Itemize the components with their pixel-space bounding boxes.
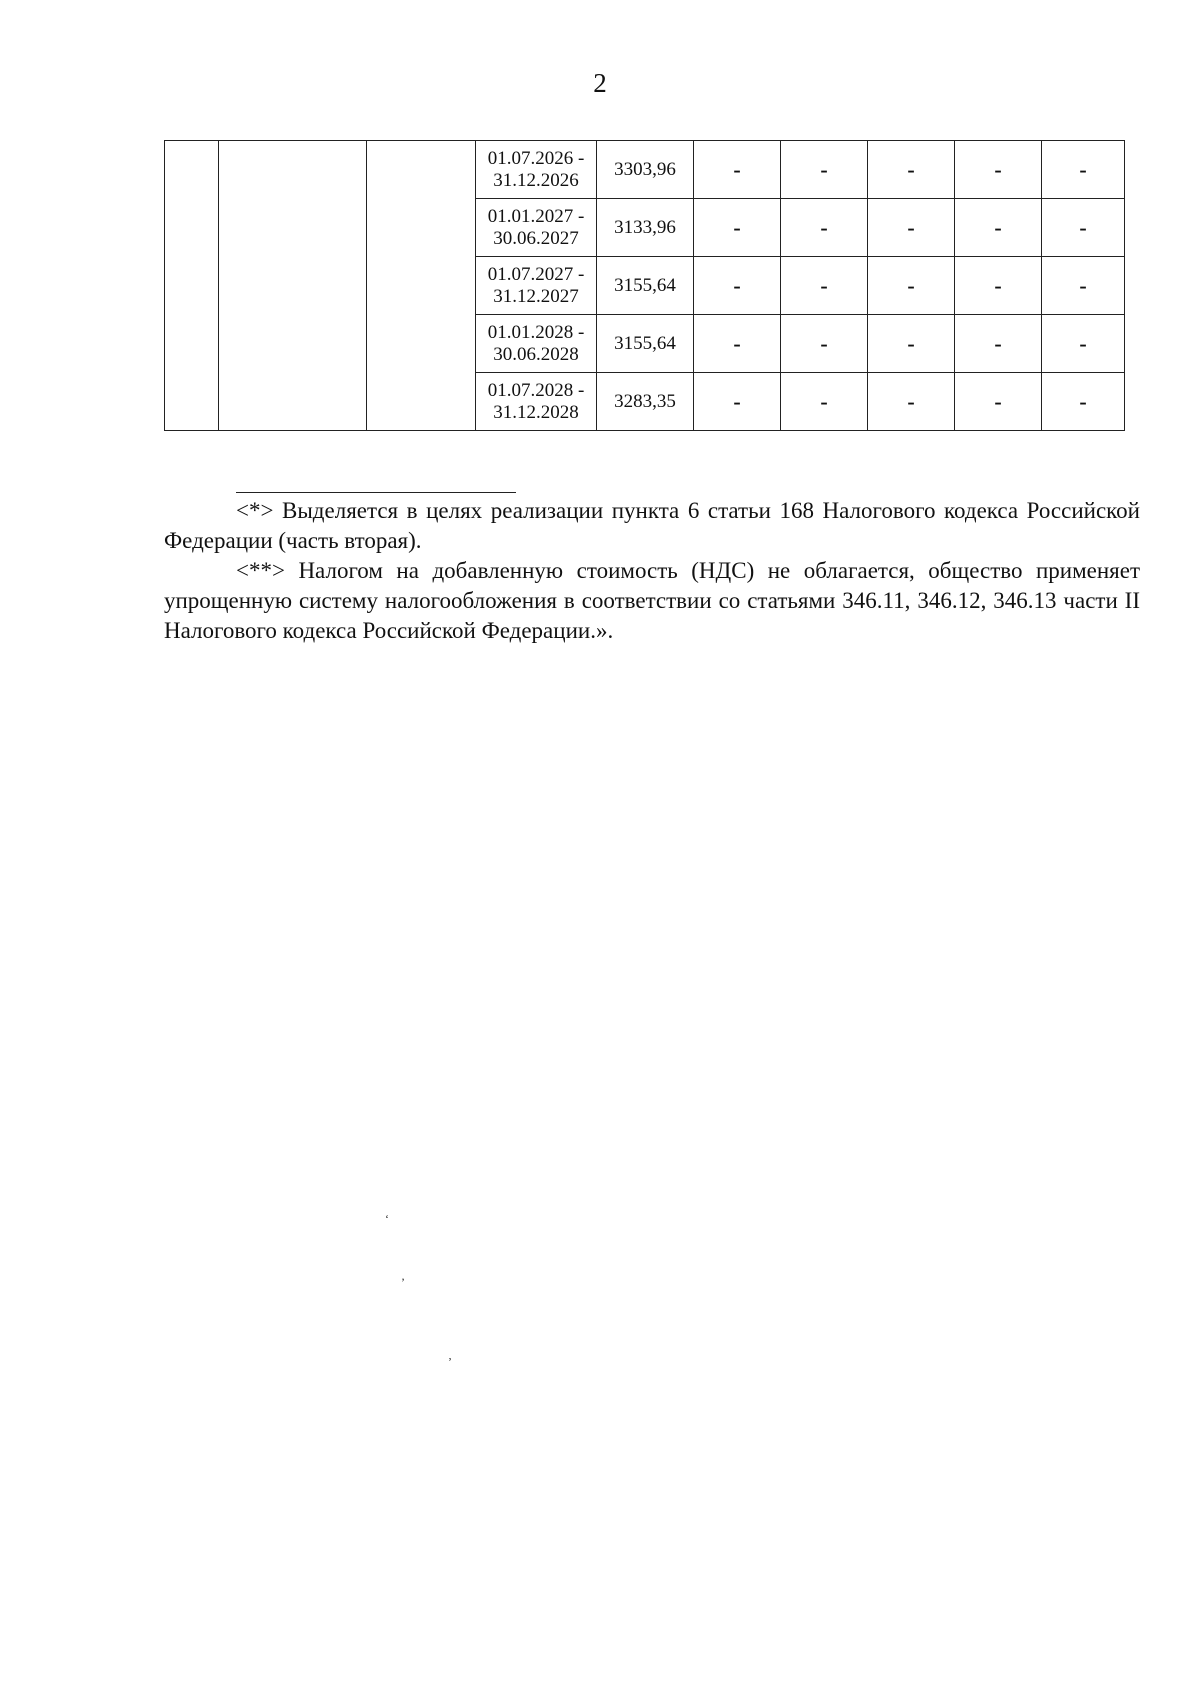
dash-cell: - [1042, 257, 1125, 315]
footnote-2: <**> Налогом на добавленную стоимость (НДС) не облагается, общество применяет упрощенную систему налогообложения в соответствии со статьями 346.11, 346.12, 346.13 части II Налогового кодекса Российской Федерации.». [164, 558, 1140, 643]
dash-cell: - [1042, 199, 1125, 257]
price-cell: 3303,96 [597, 141, 694, 199]
scan-mark: ’ [401, 1275, 405, 1289]
period-cell: 01.07.2027 - 31.12.2027 [476, 257, 597, 315]
footnote-divider [236, 492, 516, 493]
dash-cell: - [955, 257, 1042, 315]
period-cell: 01.01.2027 - 30.06.2027 [476, 199, 597, 257]
dash-cell: - [694, 141, 781, 199]
period-cell: 01.01.2028 - 30.06.2028 [476, 315, 597, 373]
footnote-1: <*> Выделяется в целях реализации пункта 6 статьи 168 Налогового кодекса Российской Федерации (часть вторая). [164, 498, 1140, 553]
footnotes [164, 496, 1140, 646]
merged-cell-3 [367, 141, 476, 431]
dash-cell: - [955, 373, 1042, 431]
dash-cell: - [955, 315, 1042, 373]
merged-cell-1 [165, 141, 219, 431]
tariff-table [164, 140, 1125, 431]
dash-cell: - [781, 141, 868, 199]
period-cell: 01.07.2026 - 31.12.2026 [476, 141, 597, 199]
dash-cell: - [868, 141, 955, 199]
dash-cell: - [694, 315, 781, 373]
price-cell: 3155,64 [597, 315, 694, 373]
price-cell: 3155,64 [597, 257, 694, 315]
dash-cell: - [694, 199, 781, 257]
page-number: 2 [593, 68, 607, 98]
merged-cell-2 [219, 141, 367, 431]
price-cell: 3283,35 [597, 373, 694, 431]
dash-cell: - [868, 315, 955, 373]
dash-cell: - [1042, 141, 1125, 199]
dash-cell: - [694, 373, 781, 431]
scan-mark: ‚ [448, 1348, 452, 1362]
dash-cell: - [781, 315, 868, 373]
period-cell: 01.07.2028 - 31.12.2028 [476, 373, 597, 431]
scan-mark: ‘ [385, 1212, 389, 1226]
dash-cell: - [868, 257, 955, 315]
dash-cell: - [781, 373, 868, 431]
price-cell: 3133,96 [597, 199, 694, 257]
dash-cell: - [955, 199, 1042, 257]
dash-cell: - [955, 141, 1042, 199]
table-row [165, 141, 1125, 199]
dash-cell: - [694, 257, 781, 315]
dash-cell: - [1042, 373, 1125, 431]
dash-cell: - [781, 257, 868, 315]
dash-cell: - [1042, 315, 1125, 373]
dash-cell: - [868, 373, 955, 431]
dash-cell: - [868, 199, 955, 257]
dash-cell: - [781, 199, 868, 257]
